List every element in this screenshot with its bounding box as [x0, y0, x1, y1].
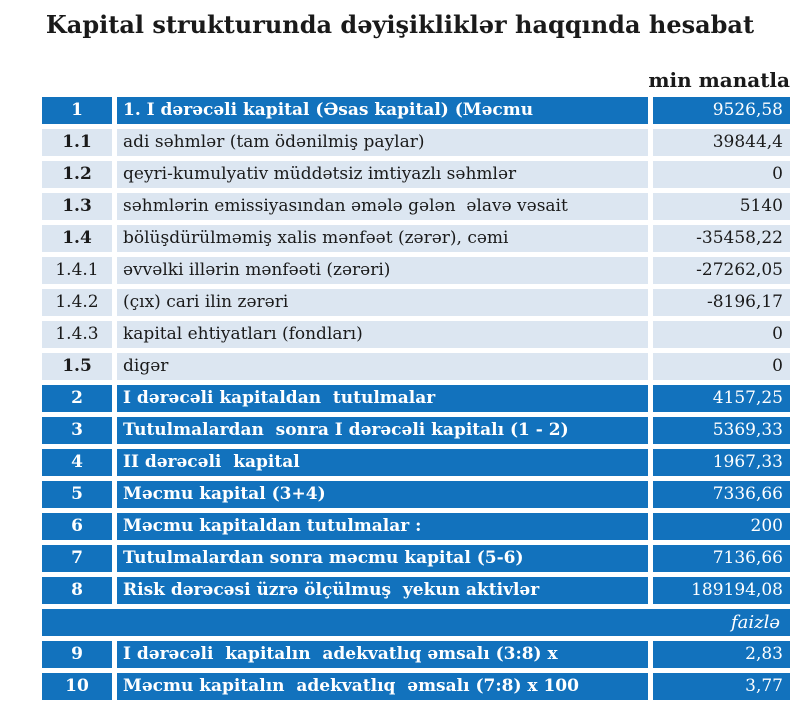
row-value: 0	[653, 321, 790, 348]
row-label: Tutulmalardan sonra I dərəcəli kapitalı (1 - 2)	[117, 417, 648, 444]
row-number: 7	[42, 545, 112, 572]
row-value: 5369,33	[653, 417, 790, 444]
row-value: 0	[653, 161, 790, 188]
row-label: Tutulmalardan sonra məcmu kapital (5-6)	[117, 545, 648, 572]
row-value: 200	[653, 513, 790, 540]
row-number: 1.4.1	[42, 257, 112, 284]
row-label: Məcmu kapitalın adekvatlıq əmsalı (7:8) x 100	[117, 673, 648, 700]
row-label: Risk dərəcəsi üzrə ölçülmuş yekun aktivlər	[117, 577, 648, 604]
row-number: 1	[42, 97, 112, 124]
row-value: 2,83	[653, 641, 790, 668]
row-label: (çıx) cari ilin zərəri	[117, 289, 648, 316]
row-number: 6	[42, 513, 112, 540]
row-value: 1967,33	[653, 449, 790, 476]
page-title: Kapital strukturunda dəyişikliklər haqqında hesabat	[45, 10, 755, 39]
row-number: 5	[42, 481, 112, 508]
row-number: 1.3	[42, 193, 112, 220]
row-label: digər	[117, 353, 648, 380]
row-number: 9	[42, 641, 112, 668]
row-label: adi səhmlər (tam ödənilmiş paylar)	[117, 129, 648, 156]
row-label: səhmlərin emissiyasından əmələ gələn əlavə vəsait	[117, 193, 648, 220]
capital-structure-table	[42, 97, 790, 700]
percent-units-band: faizlə	[42, 609, 790, 636]
row-label: I dərəcəli kapitaldan tutulmalar	[117, 385, 648, 412]
row-number: 1.4	[42, 225, 112, 252]
row-value: 5140	[653, 193, 790, 220]
row-value: 7336,66	[653, 481, 790, 508]
row-label: Məcmu kapital (3+4)	[117, 481, 648, 508]
row-value: 7136,66	[653, 545, 790, 572]
row-number: 1.2	[42, 161, 112, 188]
row-number: 10	[42, 673, 112, 700]
row-value: -8196,17	[653, 289, 790, 316]
row-value: -27262,05	[653, 257, 790, 284]
row-number: 4	[42, 449, 112, 476]
row-label: Məcmu kapitaldan tutulmalar :	[117, 513, 648, 540]
row-number: 3	[42, 417, 112, 444]
row-label: 1. I dərəcəli kapital (Əsas kapital) (Məcmu	[117, 97, 648, 124]
row-value: 4157,25	[653, 385, 790, 412]
units-label: min manatla	[648, 68, 790, 93]
row-number: 2	[42, 385, 112, 412]
row-number: 1.5	[42, 353, 112, 380]
row-label: bölüşdürülməmiş xalis mənfəət (zərər), cəmi	[117, 225, 648, 252]
row-value: 0	[653, 353, 790, 380]
row-value: 189194,08	[653, 577, 790, 604]
row-label: kapital ehtiyatları (fondları)	[117, 321, 648, 348]
row-value: 9526,58	[653, 97, 790, 124]
row-number: 1.1	[42, 129, 112, 156]
row-label: II dərəcəli kapital	[117, 449, 648, 476]
row-label: I dərəcəli kapitalın adekvatlıq əmsalı (3:8) x	[117, 641, 648, 668]
row-value: 3,77	[653, 673, 790, 700]
report-page	[0, 9, 800, 700]
row-label: əvvəlki illərin mənfəəti (zərəri)	[117, 257, 648, 284]
row-number: 1.4.3	[42, 321, 112, 348]
row-number: 1.4.2	[42, 289, 112, 316]
row-value: 39844,4	[653, 129, 790, 156]
row-value: -35458,22	[653, 225, 790, 252]
row-number: 8	[42, 577, 112, 604]
row-label: qeyri-kumulyativ müddətsiz imtiyazlı səhmlər	[117, 161, 648, 188]
